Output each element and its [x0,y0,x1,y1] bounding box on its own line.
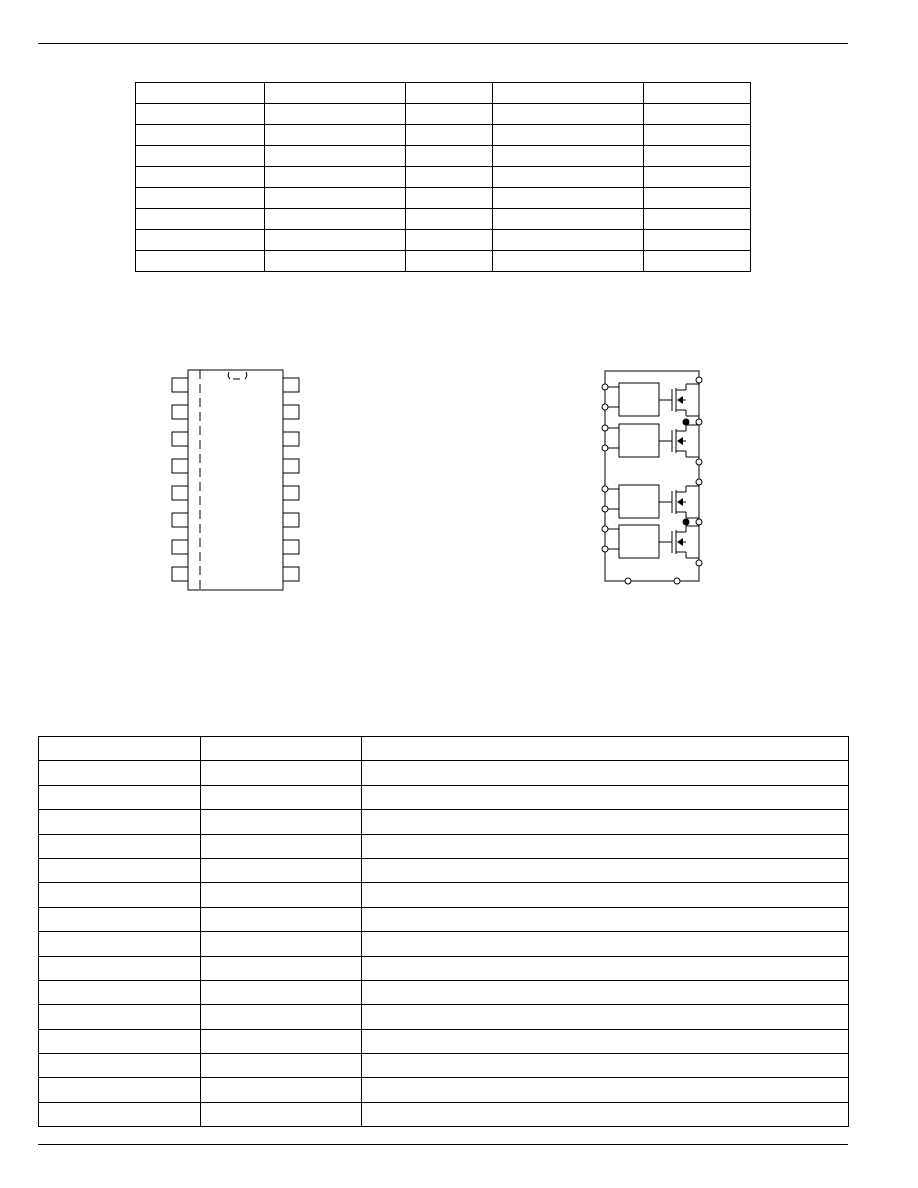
table-cell [406,83,493,104]
table-row [39,1078,849,1102]
table-cell [39,1102,201,1126]
table-cell [39,834,201,858]
pin-right [283,567,299,581]
table-cell [39,980,201,1004]
table-cell [362,785,849,809]
table-cell [362,1029,849,1053]
table-cell [201,956,362,980]
terminal-icon [602,445,608,451]
pin-table [38,736,849,1127]
pin-left [172,432,188,446]
table-cell [493,188,644,209]
table-cell [644,104,751,125]
table-cell [201,834,362,858]
terminal-icon [696,377,702,383]
table-cell [201,907,362,931]
table-cell [39,858,201,882]
junction-dot [683,419,690,426]
table-cell [362,883,849,907]
table-cell [493,209,644,230]
circuit-schematic [590,365,720,595]
table-cell [406,188,493,209]
table-cell [39,737,201,761]
table-row [136,251,751,272]
table-cell [265,83,406,104]
table-cell [136,251,265,272]
table-cell [362,761,849,785]
terminal-icon [625,578,631,584]
terminal-icon [602,526,608,532]
table-cell [493,125,644,146]
table-cell [406,125,493,146]
table-row [39,810,849,834]
pin-right [283,513,299,527]
table-cell [362,737,849,761]
table-cell [201,883,362,907]
table-cell [644,188,751,209]
footer-rule [38,1144,848,1145]
relay-channel [602,424,699,457]
table-cell [265,188,406,209]
table-cell [39,761,201,785]
package-diagram [160,360,310,595]
relay-channel [602,383,699,416]
table-cell [493,251,644,272]
table-row [39,1029,849,1053]
pin-left [172,513,188,527]
orientation-notch-icon [228,372,230,379]
relay-channel [602,525,699,558]
table-cell [406,167,493,188]
table-cell [644,146,751,167]
pin-left [172,405,188,419]
table-cell [362,1005,849,1029]
table-cell [201,1102,362,1126]
pin-right [283,459,299,473]
table-cell [362,932,849,956]
table-cell [136,83,265,104]
table-cell [39,932,201,956]
terminal-icon [696,560,702,566]
table-cell [201,980,362,1004]
table-cell [644,125,751,146]
arrow-icon [677,396,683,404]
terminal-icon [602,546,608,552]
table-row [136,125,751,146]
table-cell [406,251,493,272]
table-cell [265,104,406,125]
table-row [39,858,849,882]
table-row [39,737,849,761]
pin-left [172,540,188,554]
terminal-icon [602,486,608,492]
table-cell [201,761,362,785]
table-row [136,146,751,167]
table-cell [362,858,849,882]
arrow-icon [677,498,683,506]
relay-channel [602,485,699,518]
terminal-icon [696,459,702,465]
terminal-icon [696,519,702,525]
pin-right [283,405,299,419]
junction-dot [683,519,690,526]
table-cell [406,230,493,251]
package-body [188,370,283,590]
pin-left [172,567,188,581]
table-cell [39,1054,201,1078]
spec-table [135,82,751,272]
terminal-icon [602,404,608,410]
table-cell [265,167,406,188]
table-cell [644,251,751,272]
table-row [39,907,849,931]
pin-right [283,432,299,446]
table-cell [362,810,849,834]
pin-right [283,486,299,500]
table-cell [201,1029,362,1053]
table-row [39,834,849,858]
table-row [39,956,849,980]
terminal-icon [696,479,702,485]
table-cell [265,209,406,230]
table-cell [362,834,849,858]
table-row [39,883,849,907]
table-cell [362,1054,849,1078]
table-cell [265,125,406,146]
table-row [136,188,751,209]
table-cell [493,167,644,188]
table-cell [136,230,265,251]
pin-right [283,378,299,392]
table-cell [136,188,265,209]
arrow-icon [677,538,683,546]
table-cell [39,1029,201,1053]
table-cell [136,146,265,167]
table-cell [201,1078,362,1102]
table-cell [265,146,406,167]
table-row [39,761,849,785]
table-cell [201,1054,362,1078]
table-cell [39,785,201,809]
table-cell [493,104,644,125]
table-cell [406,209,493,230]
table-cell [493,83,644,104]
table-cell [265,251,406,272]
table-row [39,932,849,956]
table-cell [201,785,362,809]
table-cell [136,104,265,125]
table-row [39,785,849,809]
terminal-icon [602,506,608,512]
table-cell [136,167,265,188]
table-cell [39,883,201,907]
table-cell [265,230,406,251]
pin-left [172,486,188,500]
table-cell [201,810,362,834]
pin-right [283,540,299,554]
table-cell [406,146,493,167]
table-cell [362,980,849,1004]
table-cell [644,230,751,251]
table-cell [362,956,849,980]
pin-left [172,378,188,392]
table-cell [39,1078,201,1102]
table-row [136,230,751,251]
pin-left [172,459,188,473]
header-rule [38,43,848,44]
table-cell [362,1102,849,1126]
arrow-icon [677,437,683,445]
table-cell [201,858,362,882]
terminal-icon [696,419,702,425]
table-cell [136,209,265,230]
terminal-icon [602,425,608,431]
table-cell [493,146,644,167]
table-cell [39,810,201,834]
table-cell [362,907,849,931]
table-cell [39,907,201,931]
table-row [136,167,751,188]
table-row [136,209,751,230]
table-row [39,1054,849,1078]
table-cell [493,230,644,251]
terminal-icon [602,384,608,390]
table-row [39,980,849,1004]
table-row [136,83,751,104]
table-cell [201,737,362,761]
table-cell [39,1005,201,1029]
table-cell [39,956,201,980]
table-row [39,1005,849,1029]
table-row [39,1102,849,1126]
table-cell [201,1005,362,1029]
table-cell [406,104,493,125]
table-cell [644,209,751,230]
table-cell [644,167,751,188]
table-cell [362,1078,849,1102]
table-cell [644,83,751,104]
table-cell [201,932,362,956]
table-cell [136,125,265,146]
terminal-icon [674,578,680,584]
table-row [136,104,751,125]
